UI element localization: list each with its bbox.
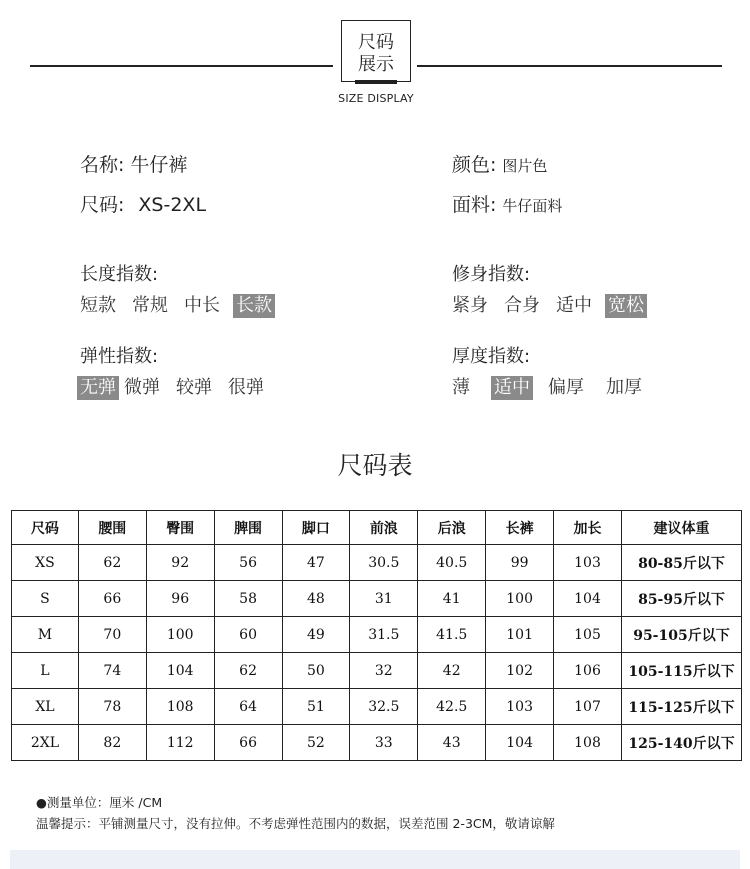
table-cell: 105 xyxy=(554,617,622,653)
table-cell-weight: 85-95斤以下 xyxy=(621,581,741,617)
table-cell-weight: 115-125斤以下 xyxy=(621,689,741,725)
info-color-value: 图片色 xyxy=(502,157,548,175)
info-size-value: XS-2XL xyxy=(138,194,207,216)
table-cell: 60 xyxy=(214,617,282,653)
table-cell: 41.5 xyxy=(418,617,486,653)
header-accent-bar xyxy=(355,80,397,84)
elastic-option: 微弹 xyxy=(124,377,160,398)
table-cell: 48 xyxy=(282,581,350,617)
fit-option-selected: 宽松 xyxy=(605,294,647,318)
table-row xyxy=(12,617,742,653)
table-row xyxy=(12,653,742,689)
table-cell: 107 xyxy=(554,689,622,725)
header-title-line1: 尺码 xyxy=(358,32,394,53)
table-cell: 104 xyxy=(146,653,214,689)
table-cell: XL xyxy=(12,689,79,725)
table-cell: 33 xyxy=(350,725,418,761)
table-cell: 100 xyxy=(146,617,214,653)
table-cell: 106 xyxy=(554,653,622,689)
info-fabric-value: 牛仔面料 xyxy=(502,197,563,215)
table-cell: 104 xyxy=(554,581,622,617)
table-header-row xyxy=(12,511,742,545)
size-table-title: 尺码表 xyxy=(337,451,413,480)
table-cell: 101 xyxy=(486,617,554,653)
table-cell: 66 xyxy=(214,725,282,761)
table-cell: 96 xyxy=(146,581,214,617)
info-color-label: 颜色: xyxy=(452,154,497,176)
length-option: 短款 xyxy=(80,295,116,316)
table-row xyxy=(12,725,742,761)
fit-option: 合身 xyxy=(504,295,540,316)
info-name xyxy=(80,150,187,177)
table-cell: 56 xyxy=(214,545,282,581)
table-cell: 31.5 xyxy=(350,617,418,653)
elastic-option-selected: 无弹 xyxy=(77,376,119,400)
thickness-index-title: 厚度指数: xyxy=(452,346,531,367)
table-cell: 47 xyxy=(282,545,350,581)
info-color xyxy=(452,150,547,177)
info-name-label: 名称: xyxy=(80,154,125,176)
table-cell: 40.5 xyxy=(418,545,486,581)
table-cell: 74 xyxy=(78,653,146,689)
table-cell-weight: 80-85斤以下 xyxy=(621,545,741,581)
table-cell: 62 xyxy=(78,545,146,581)
header-title-box xyxy=(341,20,411,82)
table-header-cell: 长裤 xyxy=(486,511,554,545)
table-cell: 31 xyxy=(350,581,418,617)
table-row xyxy=(12,545,742,581)
table-header-cell: 建议体重 xyxy=(621,511,741,545)
info-fabric-label: 面料: xyxy=(452,194,497,216)
header-rule-left xyxy=(30,65,333,67)
header-subtitle: SIZE DISPLAY xyxy=(338,92,414,105)
table-cell: 64 xyxy=(214,689,282,725)
fit-option: 适中 xyxy=(556,295,592,316)
table-cell: 62 xyxy=(214,653,282,689)
table-header-cell: 后浪 xyxy=(418,511,486,545)
table-cell: 42 xyxy=(418,653,486,689)
table-cell: 104 xyxy=(486,725,554,761)
table-cell: 103 xyxy=(554,545,622,581)
table-cell: 30.5 xyxy=(350,545,418,581)
table-cell: 66 xyxy=(78,581,146,617)
table-cell: S xyxy=(12,581,79,617)
table-cell: 102 xyxy=(486,653,554,689)
info-fabric xyxy=(452,190,562,217)
header-rule-right xyxy=(417,65,722,67)
table-cell: 92 xyxy=(146,545,214,581)
thickness-index-options xyxy=(449,376,655,400)
table-cell: 2XL xyxy=(12,725,79,761)
header-title-line2: 展示 xyxy=(358,54,394,75)
footer-band xyxy=(10,850,740,869)
elastic-index-options xyxy=(77,376,277,400)
table-cell: 99 xyxy=(486,545,554,581)
elastic-index-title: 弹性指数: xyxy=(80,346,159,367)
table-cell: L xyxy=(12,653,79,689)
length-option: 常规 xyxy=(132,295,168,316)
table-cell: 42.5 xyxy=(418,689,486,725)
table-cell: 108 xyxy=(146,689,214,725)
table-cell: 112 xyxy=(146,725,214,761)
length-index-options xyxy=(77,294,285,318)
table-row xyxy=(12,689,742,725)
table-cell: 43 xyxy=(418,725,486,761)
table-header-cell: 尺码 xyxy=(12,511,79,545)
elastic-option: 较弹 xyxy=(176,377,212,398)
info-size xyxy=(80,190,206,217)
table-cell: 51 xyxy=(282,689,350,725)
thickness-option: 加厚 xyxy=(606,377,642,398)
table-cell: 78 xyxy=(78,689,146,725)
elastic-option: 很弹 xyxy=(228,377,264,398)
thickness-option-selected: 适中 xyxy=(491,376,533,400)
length-option: 中长 xyxy=(184,295,220,316)
table-cell-weight: 125-140斤以下 xyxy=(621,725,741,761)
fit-option: 紧身 xyxy=(452,295,488,316)
table-cell: 103 xyxy=(486,689,554,725)
table-header-cell: 腰围 xyxy=(78,511,146,545)
thickness-option: 薄 xyxy=(452,377,470,398)
table-header-cell: 加长 xyxy=(554,511,622,545)
fit-index-options xyxy=(449,294,657,318)
table-cell: 50 xyxy=(282,653,350,689)
table-cell-weight: 105-115斤以下 xyxy=(621,653,741,689)
fit-index-title: 修身指数: xyxy=(452,264,531,285)
measurement-tip-note: 温馨提示：平铺测量尺寸，没有拉伸。不考虑弹性范围内的数据，误差范围 2-3CM，敬请谅解 xyxy=(36,816,555,831)
measurement-unit-note: ●测量单位：厘米 /CM xyxy=(36,795,163,810)
table-cell-weight: 95-105斤以下 xyxy=(621,617,741,653)
table-cell: 49 xyxy=(282,617,350,653)
thickness-option: 偏厚 xyxy=(548,377,584,398)
table-header-cell: 臀围 xyxy=(146,511,214,545)
table-cell: 41 xyxy=(418,581,486,617)
table-header-cell: 前浪 xyxy=(350,511,418,545)
table-header-cell: 脚口 xyxy=(282,511,350,545)
table-cell: M xyxy=(12,617,79,653)
table-header-cell: 脾围 xyxy=(214,511,282,545)
table-cell: 70 xyxy=(78,617,146,653)
table-cell: 100 xyxy=(486,581,554,617)
table-cell: 108 xyxy=(554,725,622,761)
info-name-value: 牛仔裤 xyxy=(130,154,188,176)
table-cell: 32.5 xyxy=(350,689,418,725)
table-cell: 52 xyxy=(282,725,350,761)
table-row xyxy=(12,581,742,617)
table-cell: 58 xyxy=(214,581,282,617)
table-cell: XS xyxy=(12,545,79,581)
table-cell: 82 xyxy=(78,725,146,761)
table-cell: 32 xyxy=(350,653,418,689)
size-table xyxy=(11,510,742,761)
length-index-title: 长度指数: xyxy=(80,264,159,285)
length-option-selected: 长款 xyxy=(233,294,275,318)
info-size-label: 尺码: xyxy=(80,194,125,216)
